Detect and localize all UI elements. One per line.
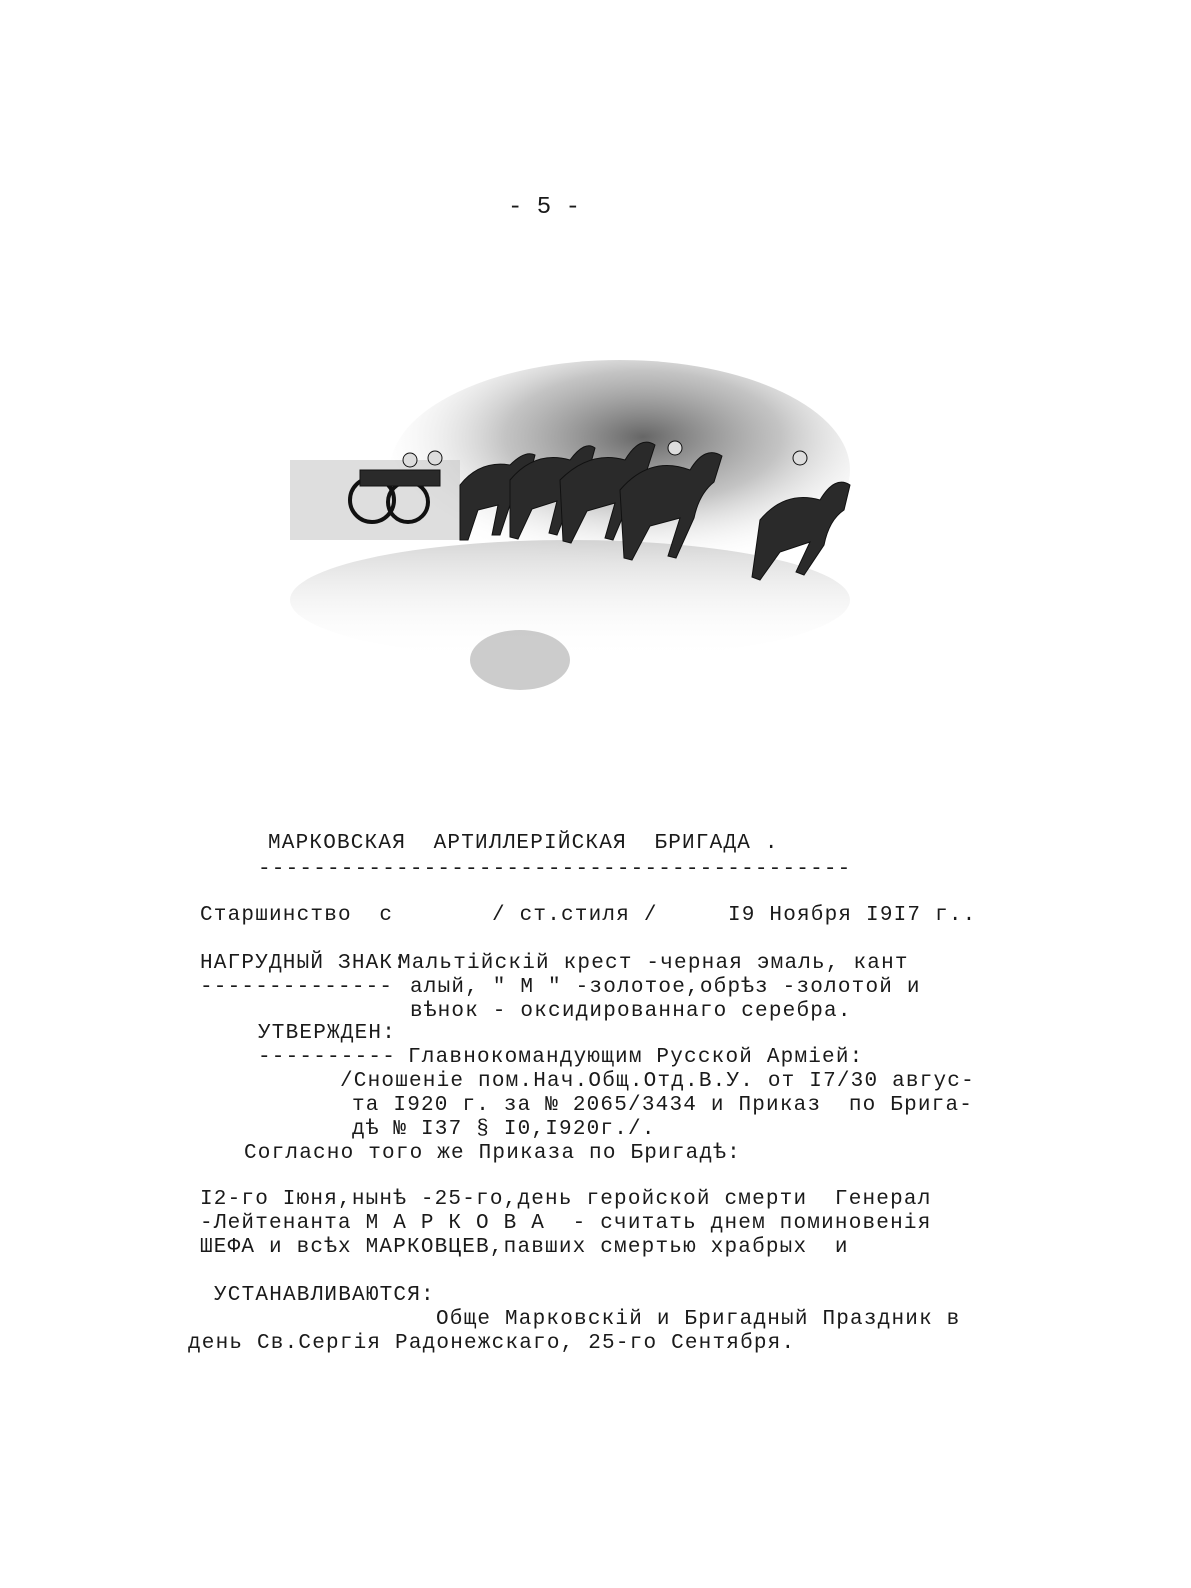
page-title: МАРКОВСКАЯ АРТИЛЛЕРІЙСКАЯ БРИГАДА . (268, 832, 779, 855)
memorial-line: ШЕФА и всѣх МАРКОВЦЕВ,павших смертью храбрых и (200, 1236, 849, 1259)
approved-line: та I920 г. за № 2065/3434 и Приказ по Брига- (352, 1094, 974, 1117)
seniority-label: Старшинство с (200, 904, 394, 927)
badge-line: алый, " М " -золотое,обрѣз -золотой и (410, 976, 921, 999)
seniority-style: / ст.стиля / (492, 904, 658, 927)
established-line: Обще Марковскій и Бригадный Праздник в (436, 1308, 961, 1331)
badge-line: вѣнок - оксидированнаго серебра. (410, 1000, 852, 1023)
page-number: - 5 - (508, 194, 581, 221)
badge-label: НАГРУДНЫЙ ЗНАК: (200, 952, 408, 975)
established-label: УСТАНАВЛИВАЮТСЯ: (214, 1284, 435, 1307)
established-line: день Св.Сергія Радонежскаго, 25-го Сентября. (188, 1332, 796, 1355)
approved-line: /Сношеніе пом.Нач.Общ.Отд.В.У. от I7/30 авгус- (340, 1070, 975, 1093)
according-line: Согласно того же Приказа по Бригадѣ: (244, 1142, 741, 1165)
badge-line: Мальтійскій крест -черная эмаль, кант (398, 952, 909, 975)
approved-line: дѣ № I37 § I0,I920г./. (352, 1118, 656, 1141)
artillery-illustration (290, 360, 890, 690)
title-underline: ------------------------------------------- (258, 858, 852, 881)
approved-label: УТВЕРЖДЕН: (258, 1022, 397, 1045)
badge-underline: -------------- (200, 976, 394, 999)
approved-line: Главнокомандующим Русской Арміей: (408, 1046, 864, 1069)
memorial-line: I2-го Іюня,нынѣ -25-го,день геройской смерти Генерал (200, 1188, 932, 1211)
memorial-line: -Лейтенанта М А Р К О В А - считать днем поминовенія (200, 1212, 932, 1235)
seniority-date: I9 Ноября I9I7 г.. (728, 904, 977, 927)
approved-underline: ---------- (258, 1046, 397, 1069)
